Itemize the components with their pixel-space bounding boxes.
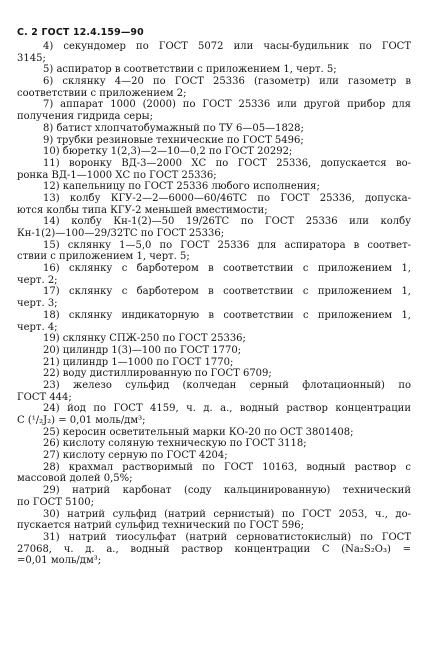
text-line: Кн-1(2)—100—29/32ТС по ГОСТ 25336; bbox=[17, 228, 225, 239]
text-line: 21) цилиндр 1—1000 по ГОСТ 1770; bbox=[43, 356, 234, 368]
text-line: 14) колбу Кн-1(2)—50 19/26ТС по ГОСТ 25336 или колбу bbox=[43, 216, 411, 228]
text-line: получения гидрида серы; bbox=[17, 111, 153, 123]
text-line: соответствии с приложением 2; bbox=[17, 87, 187, 99]
text-line: 5) аспиратор в соответствии с приложением 1, черт. 5; bbox=[43, 64, 337, 76]
text-line: С (¹/₂J₂) = 0,01 моль/дм³; bbox=[17, 415, 146, 426]
text-line: 22) воду дистиллированную по ГОСТ 6709; bbox=[43, 368, 272, 380]
text-line: 11) воронку ВД-3—2000 ХС по ГОСТ 25336, допускается во- bbox=[43, 157, 411, 169]
text-line: 27068, ч. д. а., водный раствор концентрации С (Na₂S₂O₃) = bbox=[17, 543, 411, 555]
text-line: ются колбы типа КГУ-2 меньшей вместимости; bbox=[17, 204, 268, 216]
text-line: пускается натрий сульфид технический по ГОСТ 596; bbox=[17, 520, 305, 532]
text-line: 26) кислоту соляную техническую по ГОСТ 3118; bbox=[43, 438, 307, 450]
text-line: 23) железо сульфид (колчедан серный флотационный) по bbox=[43, 379, 411, 391]
page-header: С. 2 ГОСТ 12.4.159—90 bbox=[17, 27, 144, 38]
text-line: черт. 2; bbox=[17, 274, 58, 286]
document-body bbox=[17, 41, 411, 567]
text-line: черт. 3; bbox=[17, 298, 58, 310]
text-line: ГОСТ 444; bbox=[17, 391, 72, 403]
text-line: 30) натрий сульфид (натрий сернистый) по ГОСТ 2053, ч., до- bbox=[43, 508, 411, 520]
text-line: 4) секундомер по ГОСТ 5072 или часы-будильник по ГОСТ bbox=[43, 41, 411, 52]
text-line: 7) аппарат 1000 (2000) по ГОСТ 25336 или другой прибор для bbox=[43, 99, 411, 111]
text-line: 29) натрий карбонат (соду кальцинированную) технический bbox=[43, 485, 411, 497]
text-line: 13) колбу КГУ-2—2—6000—60/46ТС по ГОСТ 25336, допуска- bbox=[43, 192, 411, 204]
text-line: 27) кислоту серную по ГОСТ 4204; bbox=[43, 450, 228, 462]
text-line: 31) натрий тиосульфат (натрий серноватистокислый) по ГОСТ bbox=[43, 531, 411, 543]
text-line: 16) склянку с барботером в соответствии с приложением 1, bbox=[43, 263, 411, 275]
text-line: 12) капельницу по ГОСТ 25336 любого исполнения; bbox=[43, 181, 320, 193]
text-line: 8) батист хлопчатобумажный по ТУ 6—05—1828; bbox=[43, 122, 304, 134]
text-line: 17) склянку с барботером в соответствии с приложением 1, bbox=[43, 286, 411, 298]
text-line: 25) керосин осветительный марки КО-20 по ОСТ 3801408; bbox=[43, 426, 354, 438]
text-line: массовой долей 0,5%; bbox=[17, 473, 133, 485]
text-line: 3145; bbox=[17, 52, 46, 64]
text-line: 6) склянку 4—20 по ГОСТ 25336 (газометр) или газометр в bbox=[43, 76, 411, 88]
text-line: =0,01 моль/дм³; bbox=[17, 555, 102, 567]
text-line: ронка ВД-1—1000 ХС по ГОСТ 25336; bbox=[17, 169, 217, 181]
text-line: по ГОСТ 5100; bbox=[17, 496, 95, 508]
text-line: 18) склянку индикаторную в соответствии с приложением 1, bbox=[43, 309, 411, 321]
text-line: 19) склянку СПЖ-250 по ГОСТ 25336; bbox=[43, 333, 246, 345]
text-line: 28) крахмал растворимый по ГОСТ 10163, водный раствор с bbox=[43, 461, 411, 473]
text-line: 9) трубки резиновые технические по ГОСТ 5496; bbox=[43, 134, 304, 146]
text-line: 10) бюретку 1(2,3)—2—10—0,2 по ГОСТ 20292; bbox=[43, 146, 293, 158]
text-line: 20) цилиндр 1(3)—100 по ГОСТ 1770; bbox=[43, 344, 242, 356]
text-line: 15) склянку 1—5,0 по ГОСТ 25336 для аспиратора в соответ- bbox=[43, 239, 411, 251]
text-line: 24) йод по ГОСТ 4159, ч. д. а., водный раствор концентрации bbox=[43, 403, 411, 415]
text-line: черт. 4; bbox=[17, 321, 58, 333]
text-line: ствии с приложением 1, черт. 5; bbox=[17, 251, 190, 263]
